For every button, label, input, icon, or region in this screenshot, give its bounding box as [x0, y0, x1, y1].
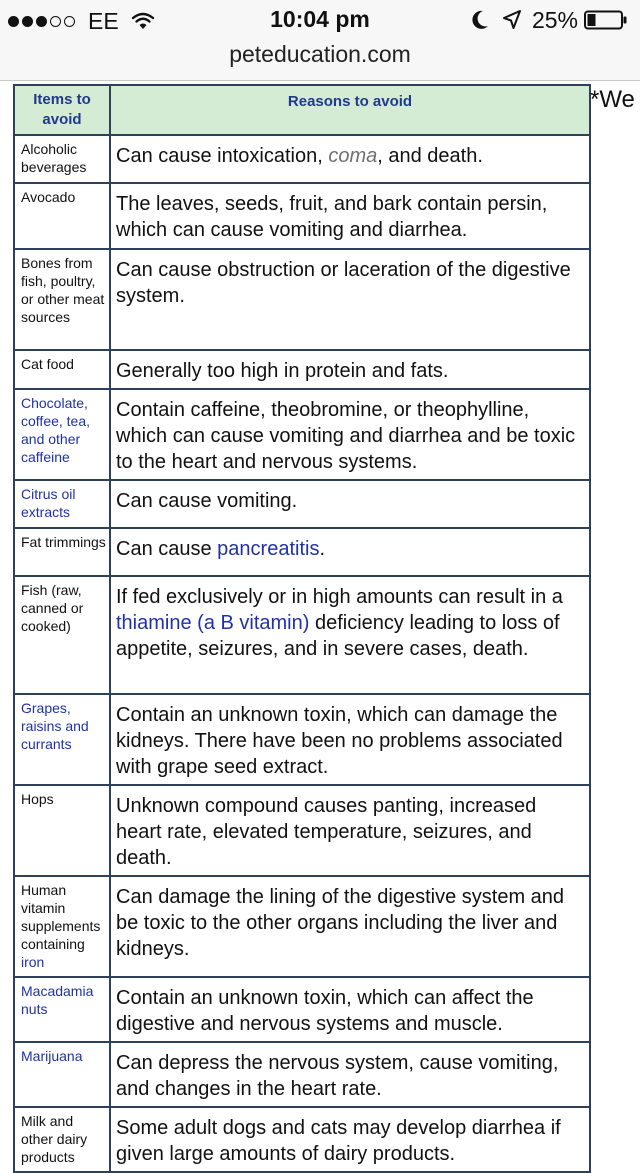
- url-bar[interactable]: [0, 40, 640, 81]
- reason-text: The leaves, seeds, fruit, and bark contain persin, which can cause vomiting and diarrhea.: [110, 183, 590, 249]
- trailing-text: *We: [590, 86, 635, 113]
- table-row: [14, 785, 590, 876]
- reason-text: Some adult dogs and cats may develop diarrhea if given large amounts of dairy products.: [110, 1107, 590, 1172]
- reason-text-part: deficiency leading to loss of appetite, seizures, and in severe cases, death.: [116, 612, 560, 660]
- table-header-row: [14, 85, 590, 135]
- reason-text-part: .: [319, 538, 326, 560]
- header-reasons-to-avoid: Reasons to avoid: [110, 85, 590, 135]
- table-row: [14, 694, 590, 785]
- reason-text: Generally too high in protein and fats.: [110, 350, 590, 389]
- reason-text: [110, 576, 590, 694]
- header-items-to-avoid: Items to avoid: [14, 85, 110, 135]
- location-arrow-icon: [502, 9, 522, 31]
- carrier-name: EE: [88, 7, 119, 34]
- coma-link[interactable]: coma: [328, 145, 378, 167]
- table-row: [14, 350, 590, 389]
- item-name: Fat trimmings: [14, 528, 110, 576]
- table-row: [14, 183, 590, 249]
- table-row: [14, 135, 590, 183]
- reason-text: Can damage the lining of the digestive system and be toxic to the other organs including the liver and kidneys.: [110, 876, 590, 977]
- foods-to-avoid-table: [13, 84, 591, 1173]
- table-row: [14, 576, 590, 694]
- reason-text-part: If fed exclusively or in high amounts can result in a: [116, 586, 563, 608]
- clock: 10:04 pm: [270, 6, 370, 32]
- url-domain[interactable]: peteducation.com: [229, 41, 411, 67]
- battery-icon: [584, 10, 628, 30]
- reason-text: Unknown compound causes panting, increased heart rate, elevated temperature, seizures, and death.: [110, 785, 590, 876]
- pancreatitis-link[interactable]: pancreatitis: [217, 538, 320, 560]
- item-link[interactable]: Citrus oil extracts: [14, 480, 110, 528]
- reason-text: [110, 135, 590, 183]
- reason-text-part: , and death.: [377, 145, 483, 167]
- table-row: [14, 876, 590, 977]
- moon-icon: [470, 9, 490, 31]
- item-name: Bones from fish, poultry, or other meat sources: [14, 249, 110, 350]
- table-row: [14, 1107, 590, 1172]
- reason-text: Contain an unknown toxin, which can damage the kidneys. There have been no problems associated with grape seed extract.: [110, 694, 590, 785]
- table-row: [14, 528, 590, 576]
- item-name: [14, 876, 110, 977]
- item-name: Milk and other dairy products: [14, 1107, 110, 1172]
- reason-text: Contain an unknown toxin, which can affect the digestive and nervous systems and muscle.: [110, 977, 590, 1042]
- item-name: Fish (raw, canned or cooked): [14, 576, 110, 694]
- reason-text: Can cause vomiting.: [110, 480, 590, 528]
- table-row: [14, 389, 590, 480]
- item-link[interactable]: Macadamia nuts: [14, 977, 110, 1042]
- item-name: Avocado: [14, 183, 110, 249]
- page-content: [0, 81, 640, 1165]
- reason-text: Can cause obstruction or laceration of the digestive system.: [110, 249, 590, 350]
- iron-link[interactable]: iron: [21, 954, 45, 970]
- table-row: [14, 249, 590, 350]
- reason-text: Contain caffeine, theobromine, or theophylline, which can cause vomiting and diarrhea and be toxic to the heart and nervous systems.: [110, 389, 590, 480]
- reason-text-part: Can cause intoxication,: [116, 145, 329, 167]
- item-name: Alcoholic beverages: [14, 135, 110, 183]
- reason-text: Can depress the nervous system, cause vomiting, and changes in the heart rate.: [110, 1042, 590, 1107]
- table-row: [14, 1042, 590, 1107]
- battery-fill: [588, 14, 596, 26]
- item-link[interactable]: Grapes, raisins and currants: [14, 694, 110, 785]
- item-name: Cat food: [14, 350, 110, 389]
- item-link[interactable]: Chocolate, coffee, tea, and other caffeine: [14, 389, 110, 480]
- status-bar: [0, 0, 640, 40]
- battery-percent: 25%: [531, 6, 578, 33]
- table-row: [14, 977, 590, 1042]
- reason-text: [110, 528, 590, 576]
- table-row: [14, 480, 590, 528]
- thiamine-link[interactable]: thiamine (a B vitamin): [116, 612, 310, 634]
- item-name: Hops: [14, 785, 110, 876]
- item-name-part: Human vitamin supplements containing: [21, 882, 101, 952]
- reason-text-part: Can cause: [116, 538, 218, 560]
- status-bar-right: [470, 6, 628, 34]
- item-link[interactable]: Marijuana: [14, 1042, 110, 1107]
